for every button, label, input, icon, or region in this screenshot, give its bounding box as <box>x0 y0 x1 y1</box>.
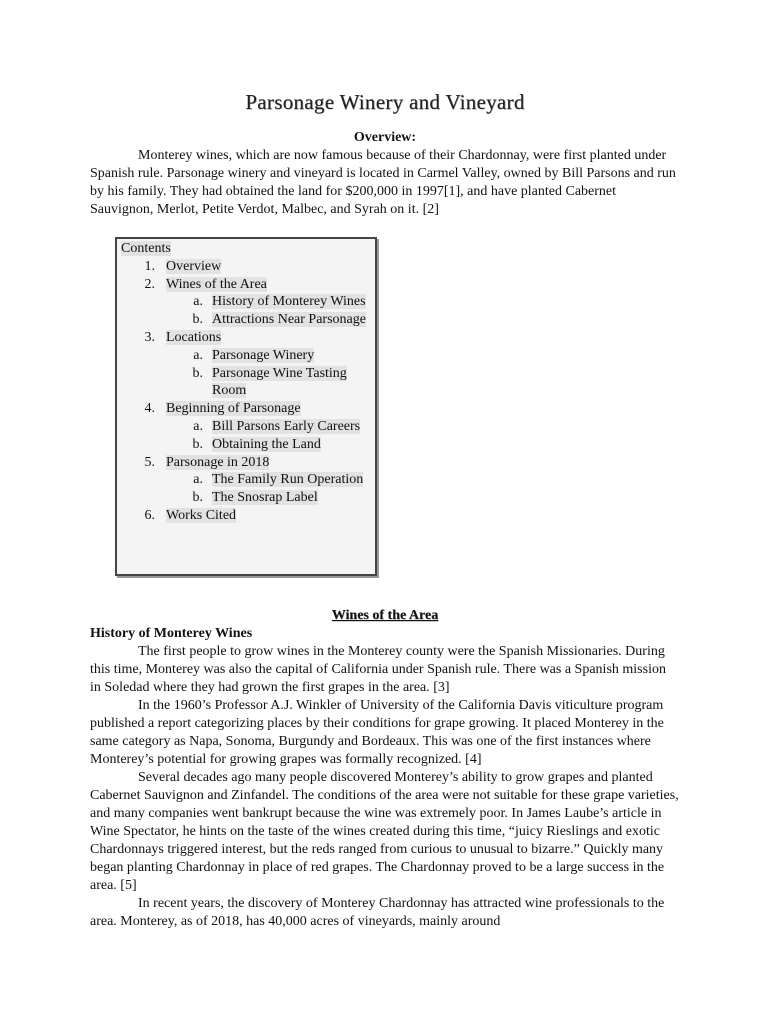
toc-entry[interactable] <box>121 436 371 454</box>
table-of-contents <box>115 237 377 576</box>
wines-section-heading: Wines of the Area <box>331 608 439 623</box>
toc-entry[interactable] <box>121 471 371 489</box>
toc-entry-label: Overview <box>166 258 222 274</box>
history-section <box>90 625 680 931</box>
document-title: Parsonage Winery and Vineyard <box>245 90 525 114</box>
toc-entry-number: a. <box>193 347 203 363</box>
toc-entry[interactable] <box>121 329 371 347</box>
toc-heading: Contents <box>121 241 171 256</box>
history-paragraph-2: In the 1960’s Professor A.J. Winkler of University of the California Davis viticulture program published a report categorizing places by their conditions for grape growing. It placed Monterey in the same category as Napa, Sonoma, Burgundy and Bordeaux. This was one of the first instances where Monterey’s potential for growing grapes was formally recognized. [4] <box>90 698 664 767</box>
toc-entry-number: 1. <box>144 258 155 274</box>
toc-entry-label: Wines of the Area <box>166 276 267 292</box>
toc-entry-label: Parsonage Wine Tasting Room <box>212 365 347 399</box>
toc-entries <box>121 258 371 525</box>
toc-entry[interactable] <box>121 400 371 418</box>
toc-entry-label: Works Cited <box>166 507 237 523</box>
toc-entry-label: Locations <box>166 329 222 345</box>
toc-entry[interactable] <box>121 347 371 365</box>
toc-entry[interactable] <box>121 418 371 436</box>
overview-paragraph: Monterey wines, which are now famous because of their Chardonnay, were first planted under Spanish rule. Parsonage winery and vineyard is located in Carmel Valley, owned by Bill Parsons and run by his family. They had obtained the land for $200,000 in 1997[1], and have planted Cabernet Sauvignon, Merlot, Petite Verdot, Malbec, and Syrah on it. [2] <box>90 148 676 217</box>
toc-entry[interactable] <box>121 454 371 472</box>
toc-entry-label: Obtaining the Land <box>212 436 321 452</box>
toc-entry[interactable] <box>121 489 371 507</box>
toc-entry-label: The Family Run Operation <box>212 472 364 488</box>
toc-entry-label: Attractions Near Parsonage <box>212 312 366 328</box>
toc-entry-number: 6. <box>144 507 155 523</box>
toc-entry-number: a. <box>193 294 203 310</box>
toc-entry-number: a. <box>193 472 203 488</box>
toc-entry-number: 5. <box>144 454 155 470</box>
toc-entry[interactable] <box>121 258 371 276</box>
history-paragraph-1: The first people to grow wines in the Monterey county were the Spanish Missionaries. During this time, Monterey was also the capital of California under Spanish rule. There was a Spanish mission in Soledad where they had grown the first grapes in the area. [3] <box>90 644 666 695</box>
toc-entry-label: Beginning of Parsonage <box>166 401 301 417</box>
history-paragraph-4: In recent years, the discovery of Monterey Chardonnay has attracted wine professionals to the area. Monterey, as of 2018, has 40,000 acres of vineyards, mainly around <box>90 896 665 929</box>
history-paragraph-3: Several decades ago many people discovered Monterey’s ability to grow grapes and planted Cabernet Sauvignon and Zinfandel. The conditions of the area were not suitable for these grape varieties, and many companies went bankrupt because the wine was extremely poor. In James Laube’s article in Wine Spectator, he hints on the taste of the wines created during this time, “juicy Rieslings and exotic Chardonnays triggered interest, but the reds ranged from curious to unusual to bizarre.” Quickly many began planting Chardonnay in place of red grapes. The Chardonnay proved to be a large success in the area. [5] <box>90 770 679 893</box>
history-subheading: History of Monterey Wines <box>90 626 253 641</box>
toc-entry-label: Parsonage Winery <box>212 347 315 363</box>
toc-entry-label: Parsonage in 2018 <box>166 454 270 470</box>
toc-entry[interactable] <box>121 311 371 329</box>
toc-entry[interactable] <box>121 507 371 525</box>
toc-entry-number: 4. <box>144 401 155 417</box>
toc-entry-number: b. <box>192 436 203 452</box>
toc-entry[interactable] <box>121 276 371 294</box>
toc-entry-label: The Snosrap Label <box>212 490 318 506</box>
toc-entry-label: Bill Parsons Early Careers <box>212 418 361 434</box>
document-page <box>90 90 680 929</box>
toc-entry-number: b. <box>192 365 203 381</box>
toc-entry-number: 3. <box>144 329 155 345</box>
toc-entry[interactable] <box>121 365 371 401</box>
toc-entry-number: 2. <box>144 276 155 292</box>
toc-entry-number: b. <box>192 312 203 328</box>
toc-entry-label: History of Monterey Wines <box>212 294 366 310</box>
toc-entry-number: b. <box>192 490 203 506</box>
overview-heading: Overview: <box>353 130 417 145</box>
toc-entry[interactable] <box>121 293 371 311</box>
toc-entry-number: a. <box>193 418 203 434</box>
